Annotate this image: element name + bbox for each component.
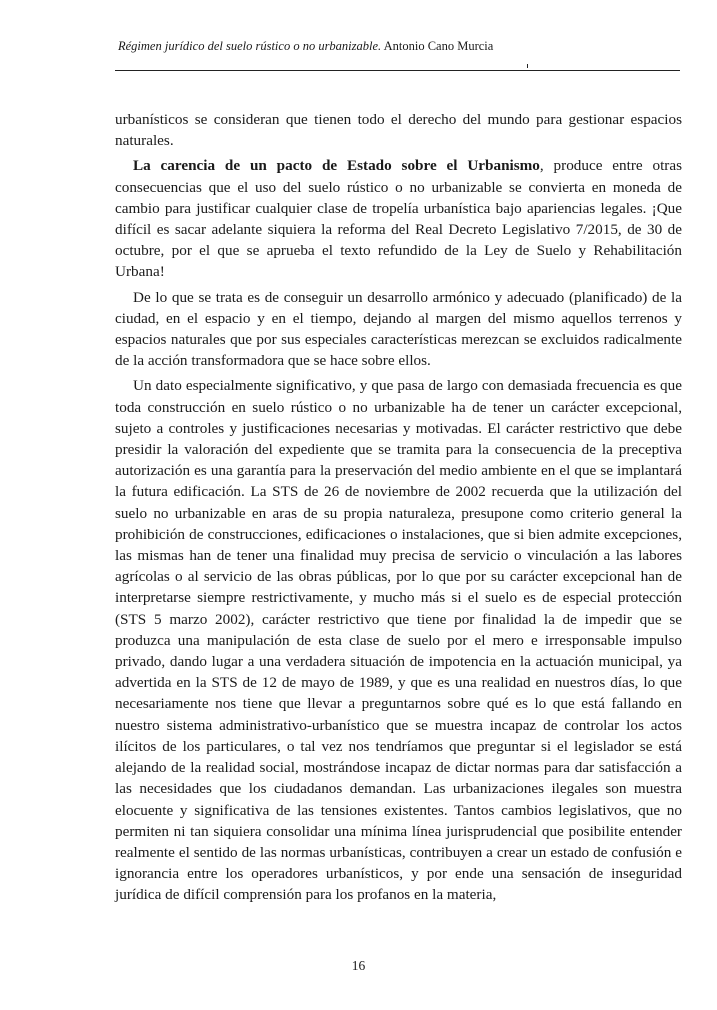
- header-rule: [115, 70, 680, 71]
- paragraph: [115, 375, 682, 905]
- paragraph-bold-lead: La carencia de un pacto de Estado sobre el Urbanismo: [133, 157, 540, 175]
- running-header: [118, 38, 648, 54]
- paragraph: [115, 287, 682, 372]
- paragraph-text: urbanísticos se consideran que tienen todo el derecho del mundo para gestionar espacios naturales.: [115, 111, 682, 150]
- header-mark: [527, 64, 528, 68]
- paragraph-text: , produce entre otras consecuencias que el uso del suelo rústico o no urbanizable se convierta en moneda de cambio para justificar cualquier clase de tropelía urbanística bajo apariencias legales. ¡Que difícil es sacar adelante siquiera la reforma del Real Decreto Legislativo 7/2015, de 30 de octubre, por el que se aprueba el texto refundido de la Ley de Suelo y Rehabilitación Urbana!: [115, 157, 682, 281]
- body-text: [115, 109, 682, 906]
- paragraph-continuation: [115, 109, 682, 151]
- page-number: 16: [351, 958, 366, 973]
- header-book-title: Régimen jurídico del suelo rústico o no urbanizable.: [118, 39, 382, 53]
- paragraph-text: De lo que se trata es de conseguir un desarrollo armónico y adecuado (planificado) de la ciudad, en el espacio y en el tiempo, dejando al margen del mismo aquellos terrenos y espacios naturales que por sus especiales características merezcan se excluidos radicalmente de la acción transformadora que se hace sobre ellos.: [115, 288, 682, 370]
- header-author: Antonio Cano Murcia: [383, 39, 494, 53]
- paragraph-text: Un dato especialmente significativo, y que pasa de largo con demasiada frecuencia es que toda construcción en suelo rústico o no urbanizable ha de tener un carácter excepcional, sujeto a controles y justificaciones necesarias y motivadas. El carácter restrictivo que debe presidir la valoración del expediente que se tramita para la consecuencia de la preceptiva autorización es una garantía para la preservación del medio ambiente en el que se implantará la futura edificación. La STS de 26 de noviembre de 2002 recuerda que la utilización del suelo no urbanizable en aras de su propia naturaleza, presupone como criterio general la prohibición de construcciones, edificaciones o instalaciones, que si bien admite excepciones, las mismas han de tener una finalidad muy precisa de servicio o vinculación a las labores agrícolas o al servicio de las obras públicas, por lo que por su carácter excepcional han de interpretarse siempre restrictivamente, y mucho más si el suelo es de especial protección (STS 5 marzo 2002), carácter restrictivo que tiene por finalidad la de impedir que se produzca una manipulación de esta clase de suelo por el mero e irresponsable impulso privado, dando lugar a una verdadera situación de impotencia en la actuación municipal, ya advertida en la STS de 12 de mayo de 1989, y que es una realidad en nuestros días, lo que necesariamente nos tiene que llevar a preguntarnos sobre qué es lo que está fallando en nuestro sistema administrativo-urbanístico que se muestra incapaz de controlar los actos ilícitos de los particulares, o tal vez nos tendríamos que preguntar si el legislador se está alejando de la realidad social, mostrándose incapaz de dictar normas para dar satisfacción a las necesidades que los ciudadanos demandan. Las urbanizaciones ilegales son muestra elocuente y significativa de las tensiones existentes. Tantos cambios legislativos, que no permiten ni tan siquiera consolidar una mínima línea jurisprudencial que posibilite entender realmente el sentido de las normas urbanísticas, contribuyen a crear un estado de confusión e ignorancia entre los operadores urbanísticos, y por ende una sensación de inseguridad jurídica de difícil comprensión para los profanos en la materia,: [115, 377, 682, 904]
- paragraph: [115, 155, 682, 282]
